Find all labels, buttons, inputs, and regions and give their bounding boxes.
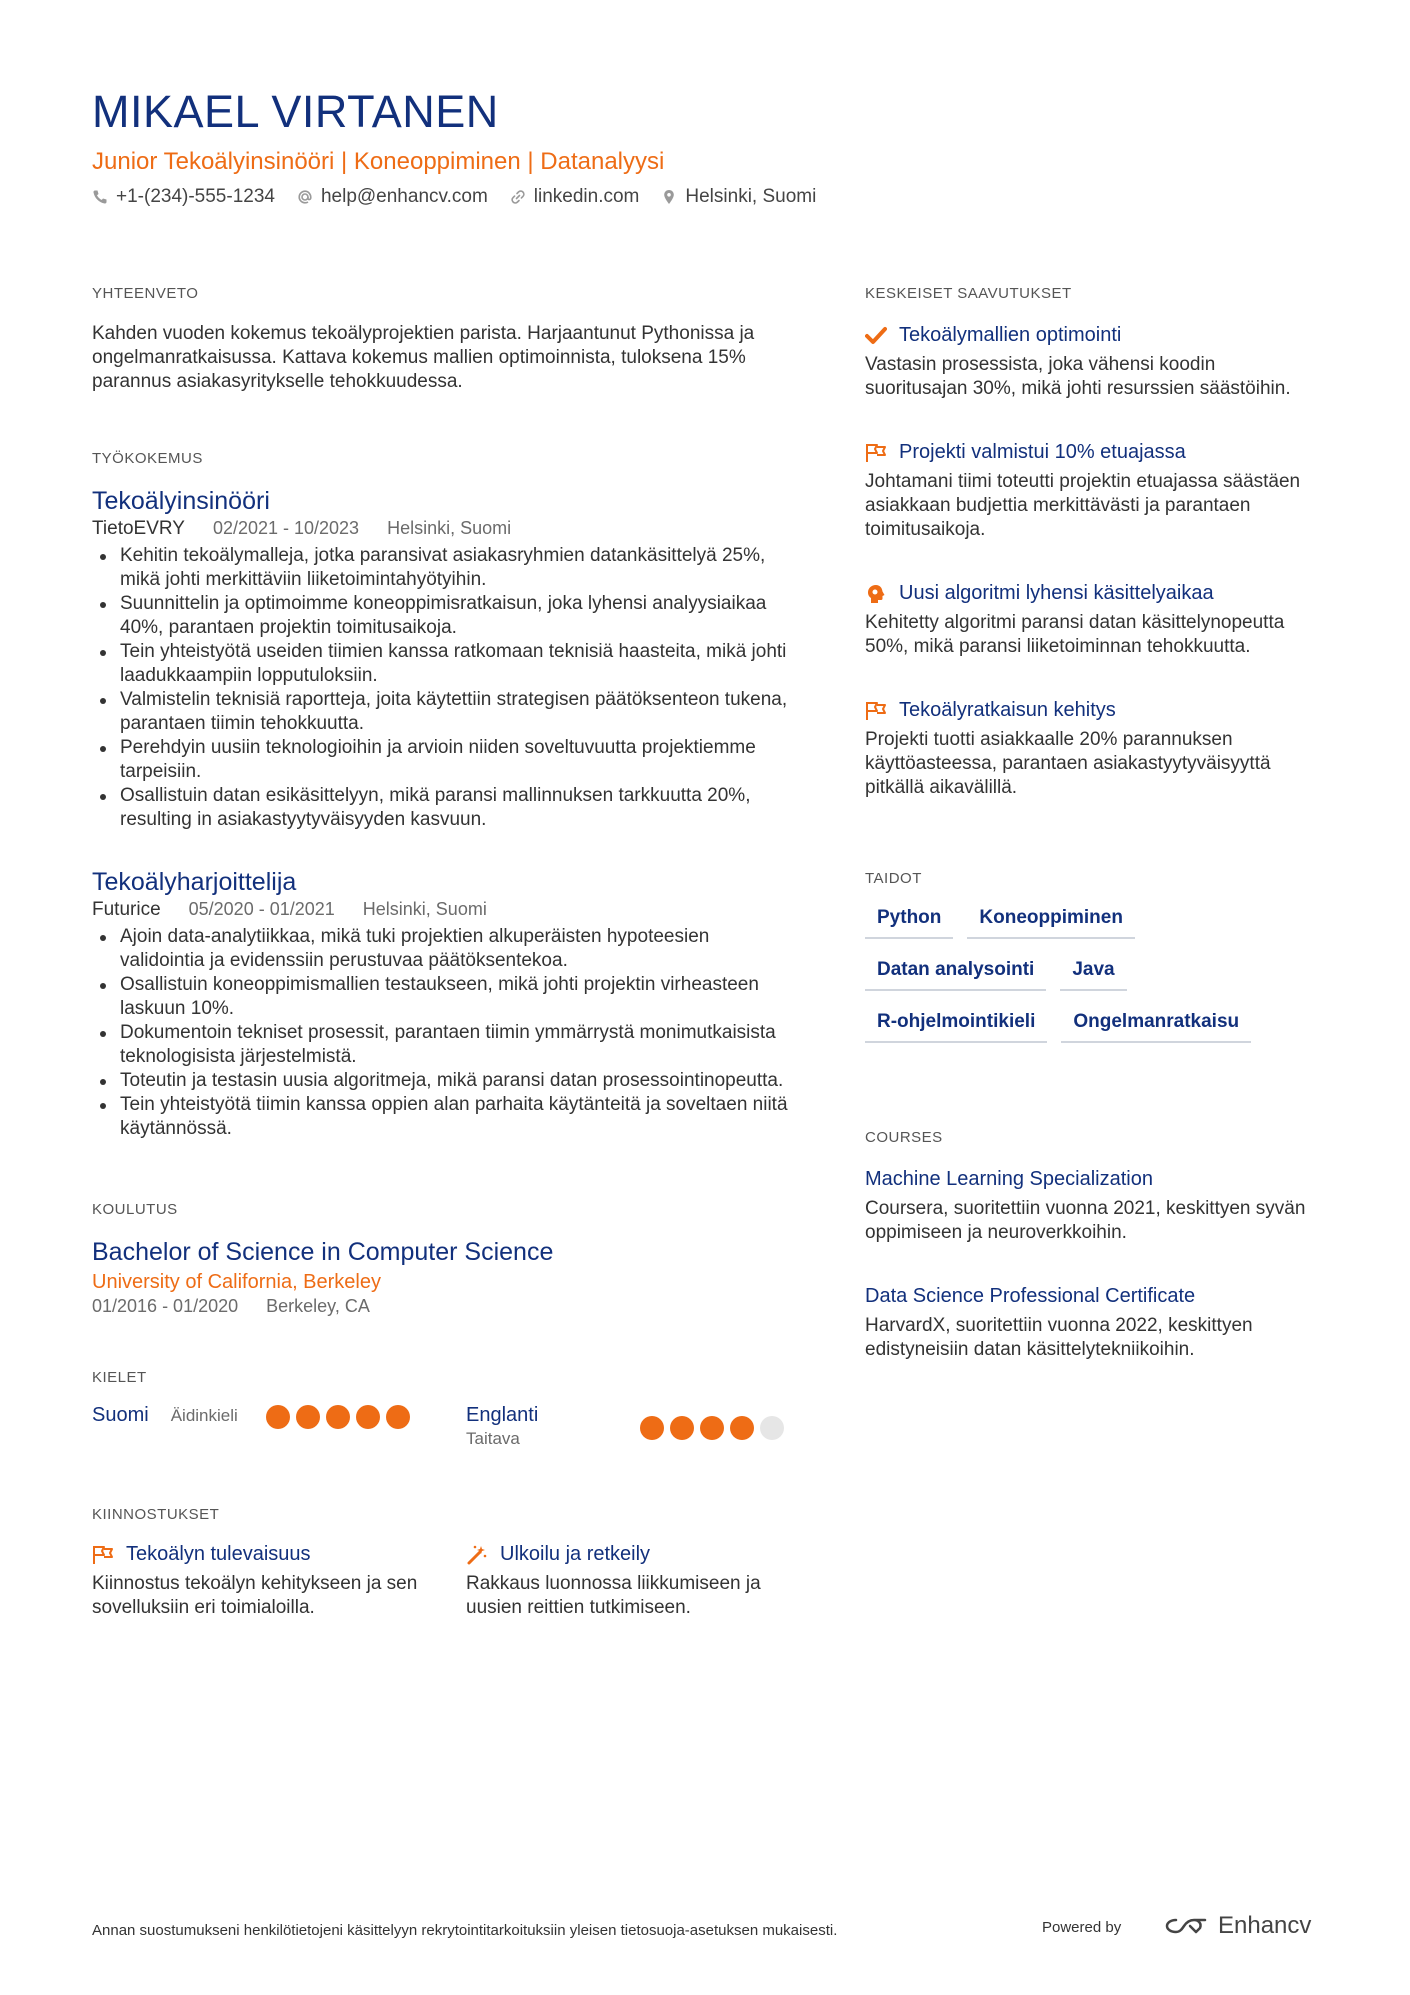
- rating-dot-filled: [266, 1405, 290, 1429]
- language-level: Taitava: [466, 1429, 520, 1448]
- achievement-item: [865, 441, 1320, 542]
- languages-section-title: KIELET: [92, 1369, 147, 1386]
- rating-dot-filled: [670, 1416, 694, 1440]
- rating-dot-filled: [326, 1405, 350, 1429]
- at-icon: [297, 189, 313, 205]
- achievement-text: Projekti tuotti asiakkaalle 20% parannuksen käyttöasteessa, parantaen asiakastyytyväisyyttä pitkällä aikavälillä.: [865, 729, 1271, 798]
- courses-section-title: COURSES: [865, 1129, 943, 1146]
- skill-tag: Ongelmanratkaisu: [1061, 1011, 1251, 1043]
- achievement-text: Kehitetty algoritmi paransi datan käsittelynopeutta 50%, mikä paransi liiketoiminnan tehokkuutta.: [865, 612, 1285, 657]
- education-meta: [92, 1296, 792, 1317]
- skills-list: [865, 907, 1320, 1043]
- contact-location-text: Helsinki, Suomi: [685, 186, 817, 207]
- course-item: [865, 1285, 1320, 1362]
- interest-text: Kiinnostus tekoälyn kehitykseen ja sen sovelluksiin eri toimialoilla.: [92, 1573, 418, 1618]
- contact-linkedin: [510, 186, 640, 208]
- language-level: Äidinkieli: [170, 1405, 238, 1425]
- job-bullet: Suunnittelin ja optimoimme koneoppimisratkaisun, joka lyhensi analyysiaikaa 40%, parantaen projektin toimitusaikoja.: [92, 592, 792, 640]
- job-company: Futurice: [92, 899, 161, 920]
- job-title: Tekoälyharjoittelija: [92, 868, 297, 896]
- language-name: Suomi: [92, 1404, 149, 1426]
- skill-tag: Datan analysointi: [865, 959, 1046, 991]
- course-title: Machine Learning Specialization: [865, 1168, 1153, 1190]
- candidate-name: MIKAEL VIRTANEN: [92, 86, 499, 137]
- course-item: [865, 1168, 1320, 1245]
- job-bullet: Osallistuin datan esikäsittelyyn, mikä paransi mallinnuksen tarkkuutta 20%, resulting in asiakastyytyväisyyden kasvuun.: [92, 784, 792, 832]
- achievement-item: [865, 324, 1320, 401]
- brain-head-icon: [865, 583, 887, 605]
- magic-wand-icon: [466, 1544, 488, 1566]
- job-dates: 05/2020 - 01/2021: [188, 899, 335, 919]
- rating-dot-filled: [356, 1405, 380, 1429]
- degree-title: Bachelor of Science in Computer Science: [92, 1238, 554, 1266]
- education-section-title: KOULUTUS: [92, 1201, 178, 1218]
- job-entry: [92, 487, 792, 832]
- languages-list: [92, 1404, 792, 1474]
- rating-dot-filled: [640, 1416, 664, 1440]
- flag-icon: [865, 701, 887, 721]
- job-company: TietoEVRY: [92, 518, 185, 539]
- contact-phone: [92, 186, 275, 208]
- skill-tag: R-ohjelmointikieli: [865, 1011, 1047, 1043]
- job-meta: [92, 899, 792, 921]
- summary-text: Kahden vuoden kokemus tekoälyprojektien parista. Harjaantunut Pythonissa ja ongelmanratkaisussa. Kattava kokemus mallien optimoinnista, tuloksena 15% parannus asiakasyritykselle tehokkuudessa.: [92, 323, 755, 392]
- job-bullet: Dokumentoin tekniset prosessit, parantaen tiimin ymmärrystä monimutkaisista teknologisista järjestelmistä.: [92, 1021, 792, 1069]
- experience-section-title: TYÖKOKEMUS: [92, 450, 203, 467]
- education-dates: 01/2016 - 01/2020: [92, 1296, 239, 1316]
- powered-by-label: Powered by: [1042, 1919, 1122, 1936]
- course-text: Coursera, suoritettiin vuonna 2021, keskittyen syvän oppimiseen ja neuroverkkoihin.: [865, 1198, 1306, 1243]
- job-bullet: Perehdyin uusiin teknologioihin ja arvioin niiden soveltuvuutta projektiemme tarpeisiin.: [92, 736, 792, 784]
- job-bullet: Ajoin data-analytiikkaa, mikä tuki projektien alkuperäisten hypoteesien validointia ja evidenssiin perustuvaa päätöksentekoa.: [92, 925, 792, 973]
- interest-title: Tekoälyn tulevaisuus: [126, 1543, 311, 1565]
- achievement-title-row: [865, 441, 1320, 464]
- achievement-title-row: [865, 699, 1320, 722]
- achievement-title: Projekti valmistui 10% etuajassa: [899, 441, 1186, 463]
- rating-dot-filled: [296, 1405, 320, 1429]
- job-bullet: Osallistuin koneoppimismallien testaukseen, mikä johti projektin virheasteen laskuun 10%.: [92, 973, 792, 1021]
- education-entry: [92, 1238, 792, 1317]
- interest-title-row: [92, 1543, 422, 1566]
- rating-dot-empty: [760, 1416, 784, 1440]
- contact-location: [661, 186, 816, 208]
- phone-icon: [92, 189, 108, 205]
- skills-row: [865, 959, 1320, 991]
- contact-email: [297, 186, 488, 208]
- achievement-item: [865, 582, 1320, 659]
- education-location: Berkeley, CA: [266, 1296, 370, 1316]
- job-title: Tekoälyinsinööri: [92, 487, 270, 515]
- enhancv-logo-icon: [1162, 1914, 1210, 1938]
- job-bullet: Kehitin tekoälymalleja, jotka paransivat asiakasryhmien datankäsittelyä 25%, mikä johti merkittäviin liiketoimintahyötyihin.: [92, 544, 792, 592]
- skills-row: [865, 907, 1320, 939]
- checkmark-icon: [865, 326, 887, 346]
- language-rating: [266, 1405, 410, 1429]
- contact-phone-text: +1-(234)-555-1234: [116, 186, 275, 207]
- interest-title: Ulkoilu ja retkeily: [500, 1543, 651, 1565]
- job-location: Helsinki, Suomi: [387, 518, 512, 538]
- contact-row: [92, 186, 816, 208]
- summary-section-title: YHTEENVETO: [92, 285, 199, 302]
- interest-title-row: [466, 1543, 796, 1566]
- job-bullet: Toteutin ja testasin uusia algoritmeja, mikä paransi datan prosessointinopeutta.: [92, 1069, 792, 1093]
- job-bullets: [92, 544, 792, 832]
- consent-note: Annan suostumukseni henkilötietojeni käsittelyyn rekrytointitarkoituksiin yleisen tietosuoja-asetuksen mukaisesti.: [92, 1922, 838, 1939]
- language-rating: [640, 1416, 784, 1440]
- right-column: [865, 285, 1320, 1362]
- achievement-title: Uusi algoritmi lyhensi käsittelyaikaa: [899, 582, 1214, 604]
- rating-dot-filled: [700, 1416, 724, 1440]
- contact-email-text: help@enhancv.com: [320, 186, 488, 207]
- rating-dot-filled: [386, 1405, 410, 1429]
- job-bullet: Tein yhteistyötä tiimin kanssa oppien alan parhaita käytänteitä ja soveltaen niitä käytännössä.: [92, 1093, 792, 1141]
- achievement-title-row: [865, 324, 1320, 347]
- school-name: University of California, Berkeley: [92, 1271, 381, 1293]
- skill-tag: Java: [1060, 959, 1126, 991]
- course-text: HarvardX, suoritettiin vuonna 2022, keskittyen edistyneisiin datan käsittelytekniikoihin.: [865, 1315, 1253, 1360]
- flag-icon: [92, 1545, 114, 1565]
- interest-text: Rakkaus luonnossa liikkumiseen ja uusien reittien tutkimiseen.: [466, 1573, 761, 1618]
- language-name: Englanti: [466, 1404, 539, 1426]
- achievement-item: [865, 699, 1320, 800]
- achievement-text: Johtamani tiimi toteutti projektin etuajassa säästäen asiakkaan budjettia merkittävästi ja parantaen toimitusaikoja.: [865, 471, 1301, 540]
- language-item: [466, 1404, 538, 1449]
- achievements-section-title: KESKEISET SAAVUTUKSET: [865, 285, 1072, 302]
- brand-logo[interactable]: [1162, 1912, 1311, 1940]
- job-dates: 02/2021 - 10/2023: [212, 518, 360, 538]
- left-column: [92, 285, 792, 1643]
- job-meta: [92, 518, 792, 540]
- candidate-headline: Junior Tekoälyinsinööri | Koneoppiminen | Datanalyysi: [92, 148, 665, 175]
- skills-section-title: TAIDOT: [865, 870, 922, 887]
- interest-item: [92, 1543, 422, 1620]
- language-item: [92, 1404, 238, 1427]
- rating-dot-filled: [730, 1416, 754, 1440]
- interests-section-title: KIINNOSTUKSET: [92, 1506, 220, 1523]
- skill-tag: Python: [865, 907, 953, 939]
- brand-name: Enhancv: [1218, 1912, 1312, 1939]
- flag-icon: [865, 443, 887, 463]
- interest-item: [466, 1543, 796, 1620]
- location-pin-icon: [661, 189, 677, 205]
- skills-row: [865, 1011, 1320, 1043]
- job-bullet: Tein yhteistyötä useiden tiimien kanssa ratkomaan teknisiä haasteita, mikä johti laadukkaampiin lopputuloksiin.: [92, 640, 792, 688]
- contact-linkedin-text: linkedin.com: [533, 186, 640, 207]
- job-bullets: [92, 925, 792, 1141]
- job-entry: [92, 868, 792, 1141]
- course-title: Data Science Professional Certificate: [865, 1285, 1196, 1307]
- achievement-title-row: [865, 582, 1320, 605]
- interests-list: [92, 1543, 792, 1643]
- skill-tag: Koneoppiminen: [967, 907, 1135, 939]
- job-bullet: Valmistelin teknisiä raportteja, joita käytettiin strategisen päätöksenteon tukena, parantaen tiimin tehokkuutta.: [92, 688, 792, 736]
- achievement-text: Vastasin prosessista, joka vähensi koodin suoritusajan 30%, mikä johti resurssien säästöihin.: [865, 354, 1291, 399]
- job-location: Helsinki, Suomi: [362, 899, 487, 919]
- achievement-title: Tekoälymallien optimointi: [899, 324, 1122, 346]
- achievement-title: Tekoälyratkaisun kehitys: [899, 699, 1116, 721]
- link-icon: [510, 189, 526, 205]
